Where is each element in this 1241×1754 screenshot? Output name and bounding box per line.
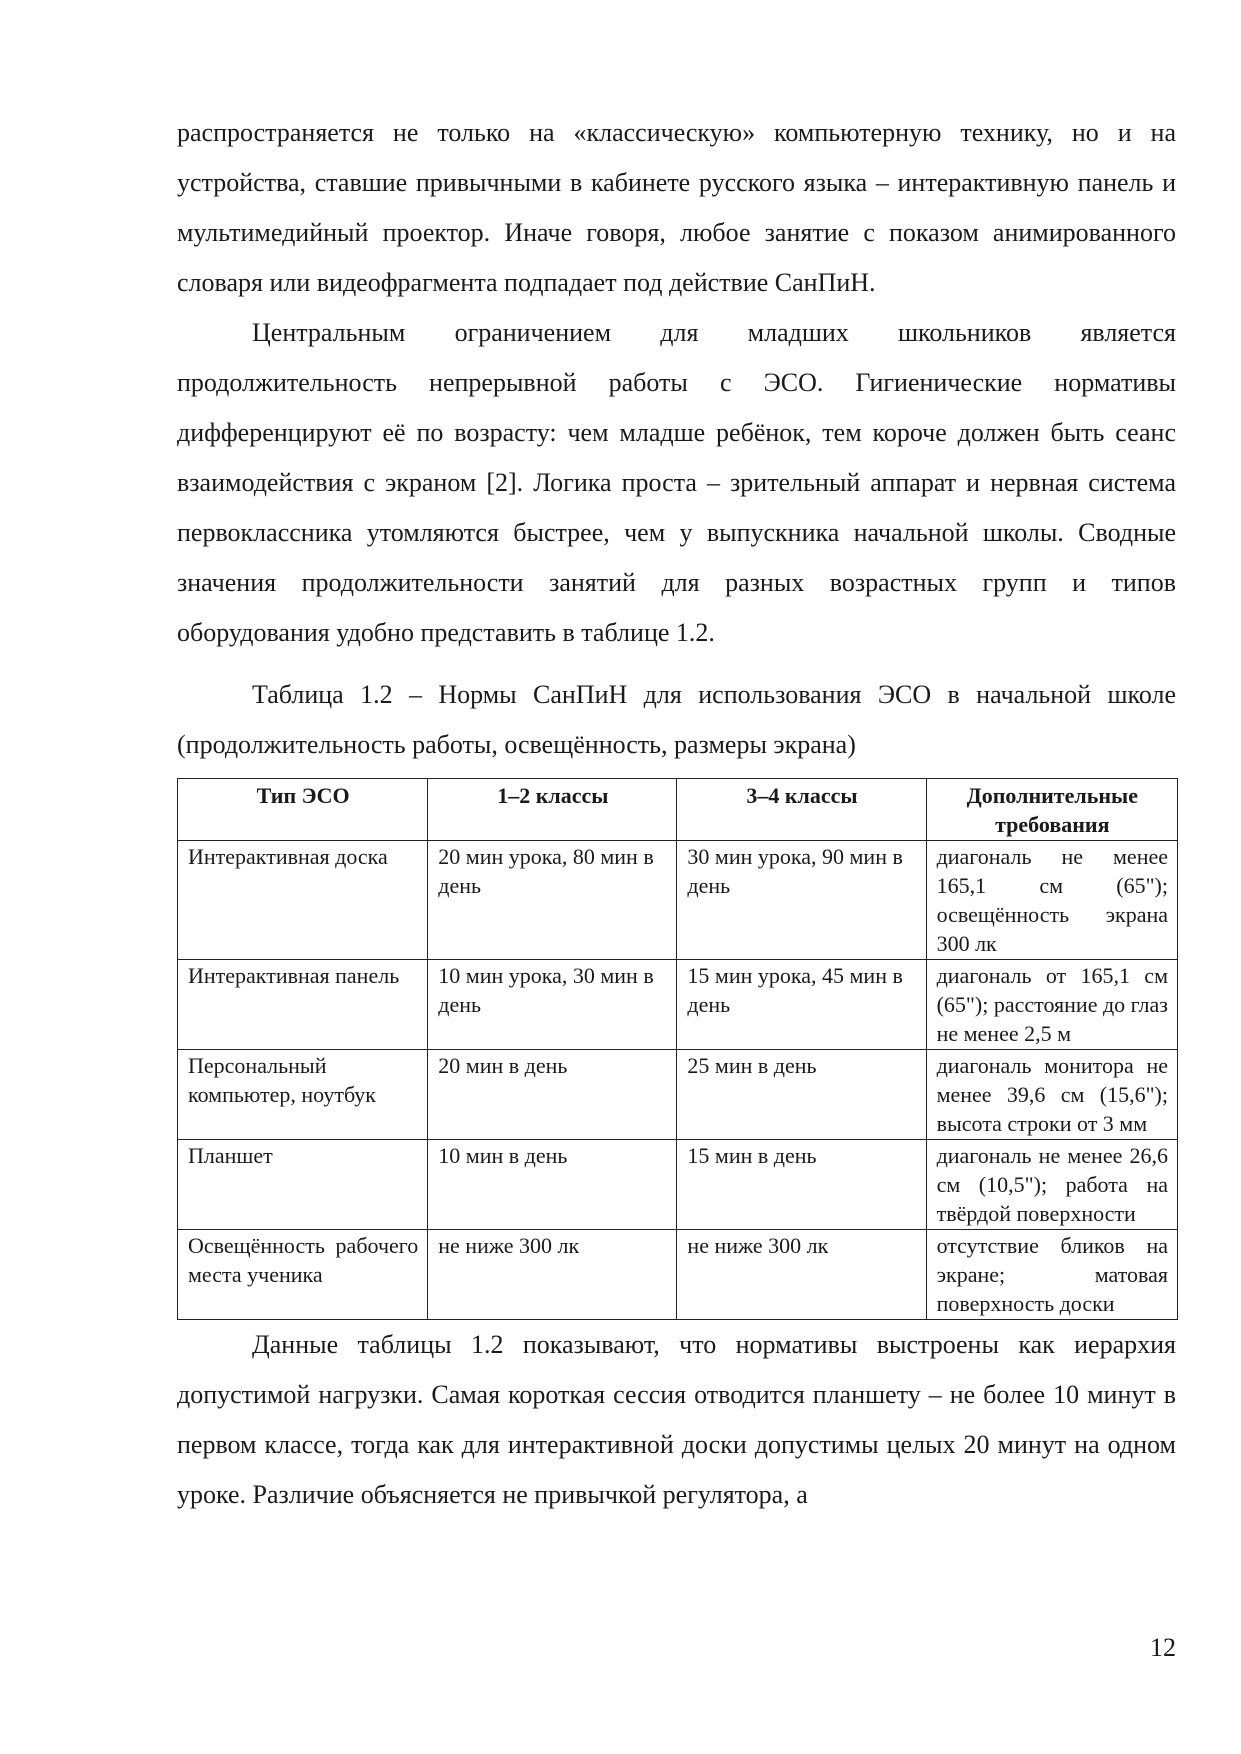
table-header-cell: 3–4 классы: [677, 779, 926, 841]
table-header-cell: 1–2 классы: [428, 779, 677, 841]
document-page: [177, 108, 1176, 1520]
page-number: 12: [1150, 1633, 1176, 1662]
table-header-cell: Дополнительные требования: [926, 779, 1177, 841]
table-row: [178, 1050, 1178, 1140]
table-cell: Интерактивная панель: [178, 960, 428, 1050]
table-cell: Планшет: [178, 1140, 428, 1230]
body-paragraph: распространяется не только на «классическую» компьютерную технику, но и на устройства, ставшие привычными в кабинете русского языка – интерактивную панель и мультимедийный проектор. Иначе говоря, любое занятие с показом анимированного словаря или видеофрагмента подпадает под действие СанПиН.: [177, 118, 1176, 297]
table-cell: не ниже 300 лк: [428, 1230, 677, 1320]
table-cell: отсутствие бликов на экране; матовая поверхность доски: [926, 1230, 1177, 1320]
table-cell: диагональ не менее 165,1 см (65"); освещённость экрана 300 лк: [926, 841, 1177, 960]
table-cell: 20 мин урока, 80 мин в день: [428, 841, 677, 960]
table-cell: 30 мин урока, 90 мин в день: [677, 841, 926, 960]
table-cell: 10 мин урока, 30 мин в день: [428, 960, 677, 1050]
table-row: [178, 841, 1178, 960]
table-row: [178, 1140, 1178, 1230]
table-cell: Персональный компьютер, ноутбук: [178, 1050, 428, 1140]
table-cell: диагональ не менее 26,6 см (10,5"); работа на твёрдой поверхности: [926, 1140, 1177, 1230]
sanpin-norms-table: [177, 778, 1178, 1320]
table-row: [178, 960, 1178, 1050]
body-paragraph: Центральным ограничением для младших школьников является продолжительность непрерывной работы с ЭСО. Гигиенические нормативы дифференцируют её по возрасту: чем младше ребёнок, тем короче должен быть сеанс взаимодействия с экраном [2]. Логика проста – зрительный аппарат и нервная система первоклассника утомляются быстрее, чем у выпускника начальной школы. Сводные значения продолжительности занятий для разных возрастных групп и типов оборудования удобно представить в таблице 1.2.: [177, 318, 1176, 647]
table-cell: диагональ от 165,1 см (65"); расстояние до глаз не менее 2,5 м: [926, 960, 1177, 1050]
table-cell: 15 мин в день: [677, 1140, 926, 1230]
table-cell: 25 мин в день: [677, 1050, 926, 1140]
table-cell: Интерактивная доска: [178, 841, 428, 960]
table-cell: 10 мин в день: [428, 1140, 677, 1230]
table-cell: диагональ монитора не менее 39,6 см (15,6"); высота строки от 3 мм: [926, 1050, 1177, 1140]
table-cell: 15 мин урока, 45 мин в день: [677, 960, 926, 1050]
table-cell: не ниже 300 лк: [677, 1230, 926, 1320]
body-paragraph: Данные таблицы 1.2 показывают, что нормативы выстроены как иерархия допустимой нагрузки. Самая короткая сессия отводится планшету – не более 10 минут в первом классе, тогда как для интерактивной доски допустимы целых 20 минут на одном уроке. Различие объясняется не привычкой регулятора, а: [177, 1330, 1176, 1509]
table-caption: Таблица 1.2 – Нормы СанПиН для использования ЭСО в начальной школе (продолжительность работы, освещённость, размеры экрана): [177, 680, 1176, 759]
table-header-row: [178, 779, 1178, 841]
table-header-cell: Тип ЭСО: [178, 779, 428, 841]
table-row: [178, 1230, 1178, 1320]
table-cell: 20 мин в день: [428, 1050, 677, 1140]
table-cell: Освещённость рабочего места ученика: [178, 1230, 428, 1320]
